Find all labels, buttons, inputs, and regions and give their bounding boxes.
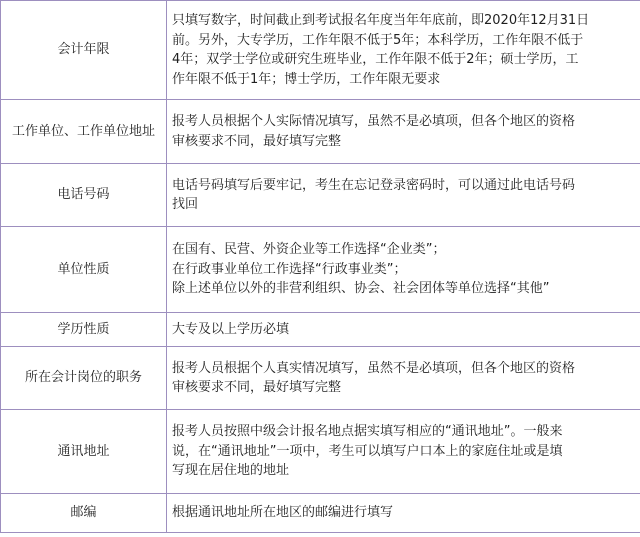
description-line: 报考人员根据个人实际情况填写，虽然不是必填项，但各个地区的资格 (172, 114, 576, 129)
field-name-cell: 会计年限 (1, 1, 167, 100)
field-description-cell (167, 164, 640, 227)
field-name-cell: 单位性质 (1, 227, 167, 313)
description-line: 写现在居住地的地址 (172, 463, 290, 479)
field-description-cell (167, 313, 640, 347)
description-line: 找回 (172, 197, 199, 212)
field-description-cell (167, 227, 640, 313)
description-line: 前。另外，大专学历，工作年限不低于5年；本科学历，工作年限不低于 (172, 32, 584, 48)
field-name-cell: 邮编 (1, 494, 167, 533)
description-line: 大专及以上学历必填 (172, 321, 290, 337)
field-name-cell: 工作单位、工作单位地址 (1, 100, 167, 164)
field-description-cell (167, 1, 640, 100)
field-name-cell: 电话号码 (1, 164, 167, 227)
table-row (1, 347, 640, 410)
description-line: 在行政事业单位工作选择“行政事业类”； (172, 261, 407, 277)
description-line: 作年限不低于1年；博士学历，工作年限无要求 (172, 71, 441, 87)
description-line: 审核要求不同，最好填写完整 (172, 380, 342, 395)
field-description-cell (167, 494, 640, 533)
table-row (1, 100, 640, 164)
table-row (1, 227, 640, 313)
field-name-cell: 学历性质 (1, 313, 167, 347)
table-row (1, 313, 640, 347)
field-name-cell: 通讯地址 (1, 410, 167, 494)
description-line: 在国有、民营、外资企业等工作选择“企业类”； (172, 242, 446, 258)
description-line: 报考人员按照中级会计报名地点据实填写相应的“通讯地址”。一般来 (172, 424, 563, 440)
description-line: 审核要求不同，最好填写完整 (172, 133, 342, 149)
description-line: 电话号码填写后要牢记，考生在忘记登录密码时，可以通过此电话号码 (172, 177, 576, 193)
description-line: 报考人员根据个人真实情况填写，虽然不是必填项，但各个地区的资格 (172, 360, 576, 376)
table-row (1, 410, 640, 494)
table-row (1, 494, 640, 533)
description-line: 除上述单位以外的非营利组织、协会、社会团体等单位选择“其他” (172, 281, 550, 297)
field-description-cell (167, 100, 640, 164)
description-line: 根据通讯地址所在地区的邮编进行填写 (172, 505, 394, 521)
description-line: 说，在“通讯地址”一项中，考生可以填写户口本上的家庭住址或是填 (172, 443, 563, 459)
field-description-cell (167, 347, 640, 410)
field-name-cell: 所在会计岗位的职务 (1, 347, 167, 410)
description-line: 4年；双学士学位或研究生班毕业，工作年限不低于2年；硕士学历，工 (172, 52, 579, 67)
table-row (1, 164, 640, 227)
field-description-cell (167, 410, 640, 494)
table-row (1, 1, 640, 100)
description-line: 只填写数字，时间截止到考试报名年度当年年底前，即2020年12月31日 (172, 13, 590, 28)
